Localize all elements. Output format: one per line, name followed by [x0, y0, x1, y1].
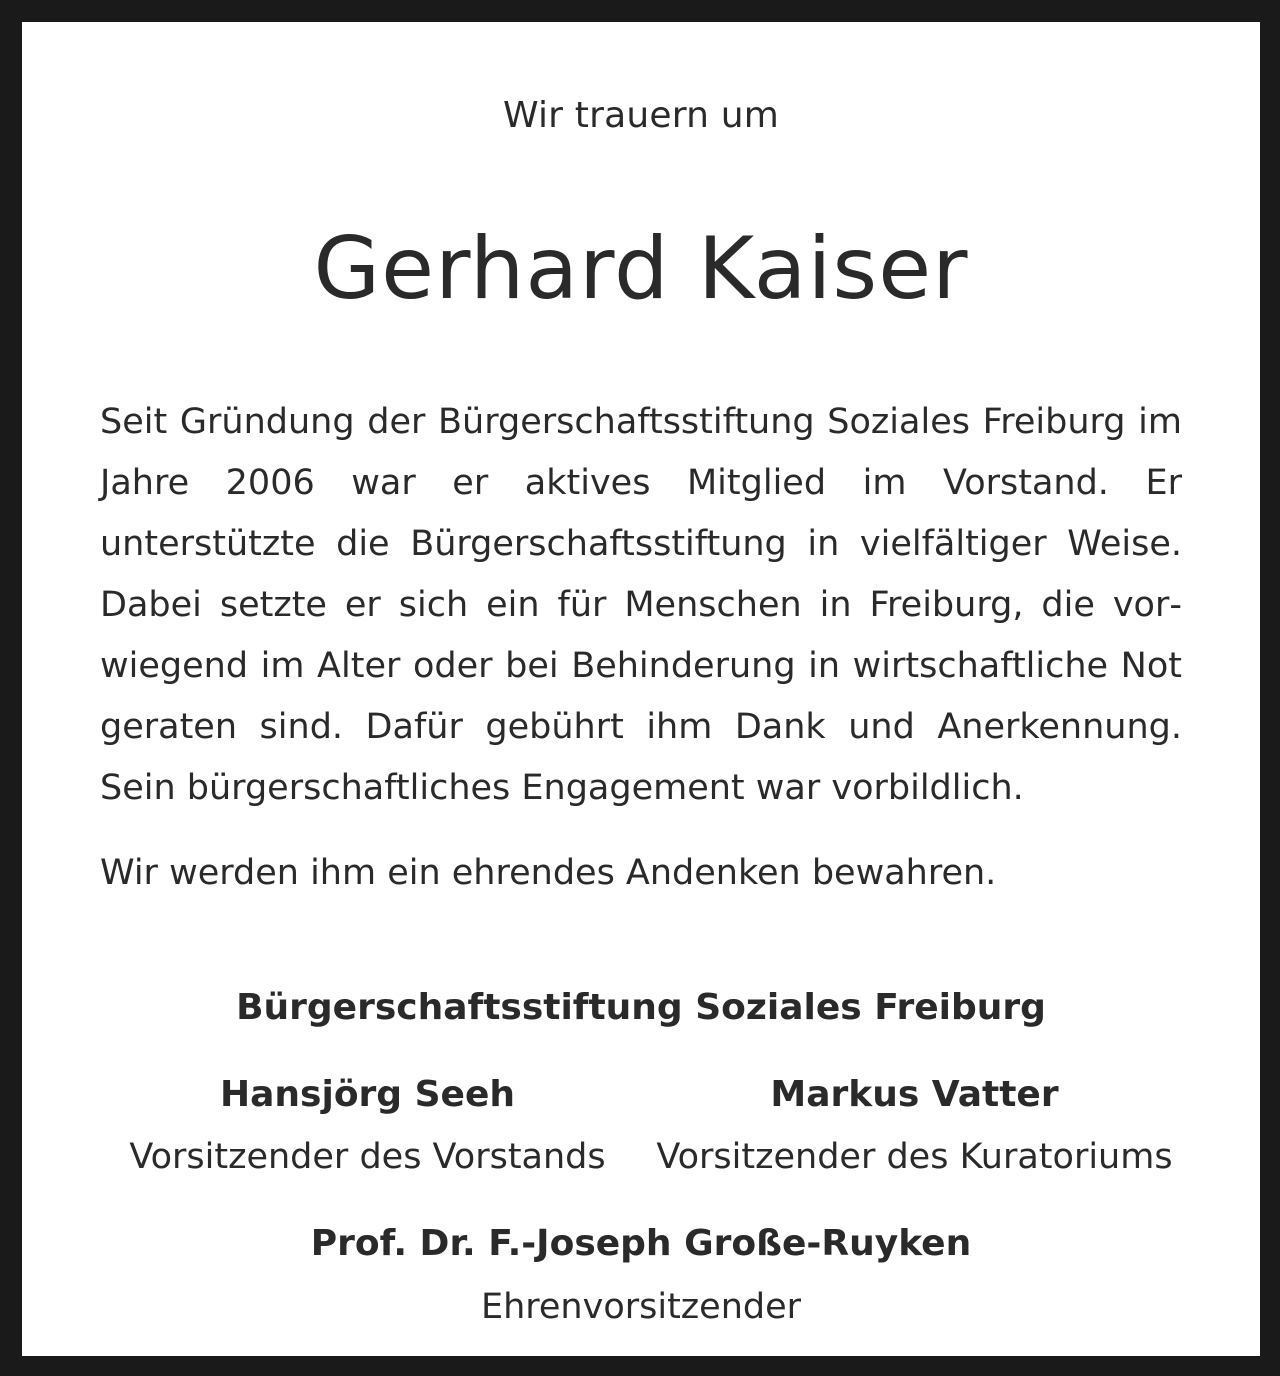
- honorary-signer: [100, 1214, 1182, 1340]
- signer-left: [94, 1066, 641, 1190]
- signer-name: Markus Vatter: [770, 1074, 1059, 1115]
- signer-role: Vorsitzender des Vorstands: [129, 1137, 606, 1177]
- closing-paragraph: Wir werden ihm ein ehrendes Andenken bewahren.: [100, 853, 997, 893]
- obituary-body: [100, 392, 1182, 904]
- organization-name: Bürgerschaftsstiftung Soziales Freiburg: [236, 987, 1046, 1028]
- signer-role: Vorsitzender des Kuratoriums: [656, 1137, 1173, 1177]
- signer-name: Hansjörg Seeh: [220, 1074, 515, 1115]
- deceased-name: Gerhard Kaiser: [313, 219, 969, 319]
- intro-line: Wir trauern um: [502, 95, 780, 136]
- obituary-content: [100, 22, 1182, 1356]
- tribute-paragraph: Seit Gründung der Bürgerschaftsstiftung Soziales Freiburg im Jahre 2006 war er aktives Mitglied im Vorstand. Er unterstützte die Bürgerschaftsstiftung in vielfältiger Weise. Dabei setzte er sich ein für Menschen in Freiburg, die vorwiegend im Alter oder bei Behinderung in wirtschaftliche Not geraten sind. Dafür gebührt ihm Dank und Anerkennung. Sein bürgerschaftliches Engagement war vorbildlich.: [100, 402, 1182, 808]
- honorary-role: Ehrenvorsitzender: [480, 1287, 802, 1327]
- honorary-name: Prof. Dr. F.-Joseph Große-Ruyken: [310, 1223, 972, 1264]
- signer-right: [641, 1066, 1188, 1190]
- signers-row: [94, 1066, 1188, 1190]
